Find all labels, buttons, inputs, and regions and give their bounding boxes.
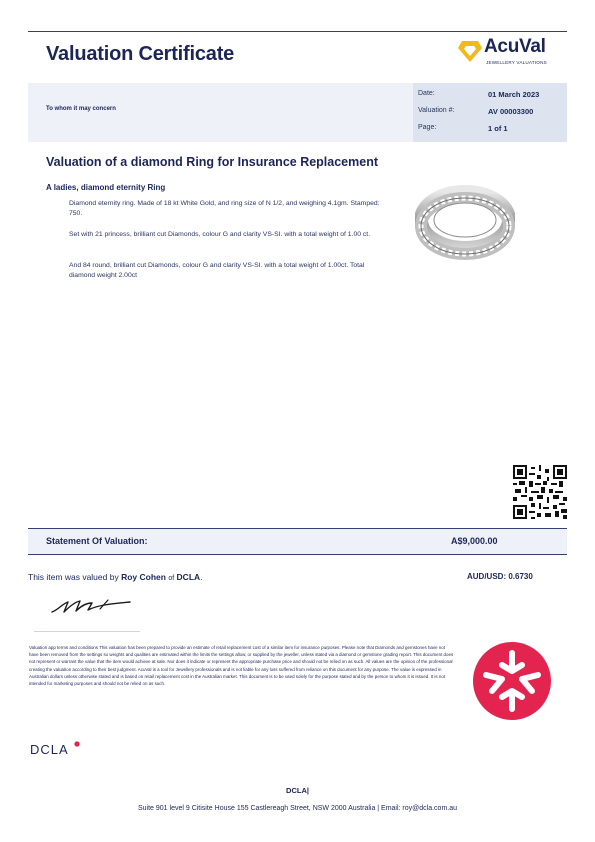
footer-brand: DCLA|	[286, 786, 309, 795]
exchange-rate: AUD/USD: 0.6730	[467, 572, 533, 581]
page-value: 1 of 1	[488, 124, 508, 133]
dcla-logo-dot-icon	[74, 741, 80, 747]
recipient-line: To whom it may concern	[46, 106, 116, 112]
valuation-amount: A$9,000.00	[451, 536, 498, 546]
valued-by-period: .	[200, 572, 203, 582]
valuer-company: DCLA	[176, 572, 201, 582]
dcla-logo	[30, 741, 80, 759]
item-description-2: Set with 21 princess, brilliant cut Diamonds, colour G and clarity VS-SI. with a total weight of 1.00 ct.	[69, 231, 371, 238]
acuval-logo	[455, 36, 565, 70]
item-description-3: And 84 round, brilliant cut Diamonds, colour G and clarity VS-SI. with a total weight of 1.00ct. Total diamond weight 2.00ct	[69, 262, 365, 280]
divider-bottom	[28, 554, 567, 555]
page-title: Valuation Certificate	[46, 43, 235, 65]
qr-code-icon	[513, 465, 567, 519]
date-label: Date:	[418, 90, 435, 97]
valued-by-prefix: This item was valued by	[28, 572, 119, 582]
valuation-number-label: Valuation #:	[418, 107, 455, 114]
valuer-name: Roy Cohen	[121, 572, 166, 582]
signature	[48, 594, 138, 618]
date-value: 01 March 2023	[488, 90, 540, 99]
valuation-statement-label: Statement Of Valuation:	[46, 536, 148, 546]
footer-address: Suite 901 level 9 Citisite House 155 Castlereagh Street, NSW 2000 Australia | Email: roy@dcla.com.au	[137, 805, 458, 812]
dcla-logo-text: DCLA	[30, 742, 69, 757]
certification-badge-icon	[472, 641, 552, 721]
terms-and-conditions: Valuation app terms and conditions This valuation has been prepared to provide an estimate of retail replacement cost of a similar item for insurance purposes. Please note that Diamonds and gemstones have not have been removed from the settings so weights and qualities are estimated within the limits the settings allow, or supplied by the jeweller, unless stated via a diamond or gemstone grading report. This document does not represent or warrant the value that the item would achieve at sale. Nor does it indicate or represent the appropriate purchase price and should not be relied on as such. All values are the opinion of the professional creating the valuation according to their best judgment. AcuVal is a tool for Jewellery professionals and is not liable for any loss suffered from reliance on this document for any purpose. The value is expressed in Australian dollars unless otherwise stated and is based on retail replacement cost in the Australian market. This document is to be used solely for the purpose stated and by the person to whom it is issued. It is not intended for marketing purposes and should not be relied on as such.	[29, 645, 454, 687]
item-subheading: A ladies, diamond eternity Ring	[46, 183, 166, 192]
page-label: Page:	[418, 124, 437, 131]
logo-name: AcuVal	[484, 36, 546, 57]
valued-by-of: of	[168, 575, 175, 582]
valued-by-line	[28, 572, 203, 582]
top-rule	[28, 31, 567, 32]
ring-photo	[415, 180, 515, 270]
item-description-1: Diamond eternity ring. Made of 18 kt White Gold, and ring size of N 1/2, and weighing 4.1gm. Stamped: 750.	[69, 200, 380, 218]
item-heading: Valuation of a diamond Ring for Insurance Replacement	[46, 155, 379, 169]
logo-tagline: JEWELLERY VALUATIONS	[486, 60, 547, 65]
valuation-number-value: AV 00003300	[488, 107, 534, 116]
signature-line	[34, 631, 140, 632]
diamond-logo-icon	[457, 38, 483, 64]
